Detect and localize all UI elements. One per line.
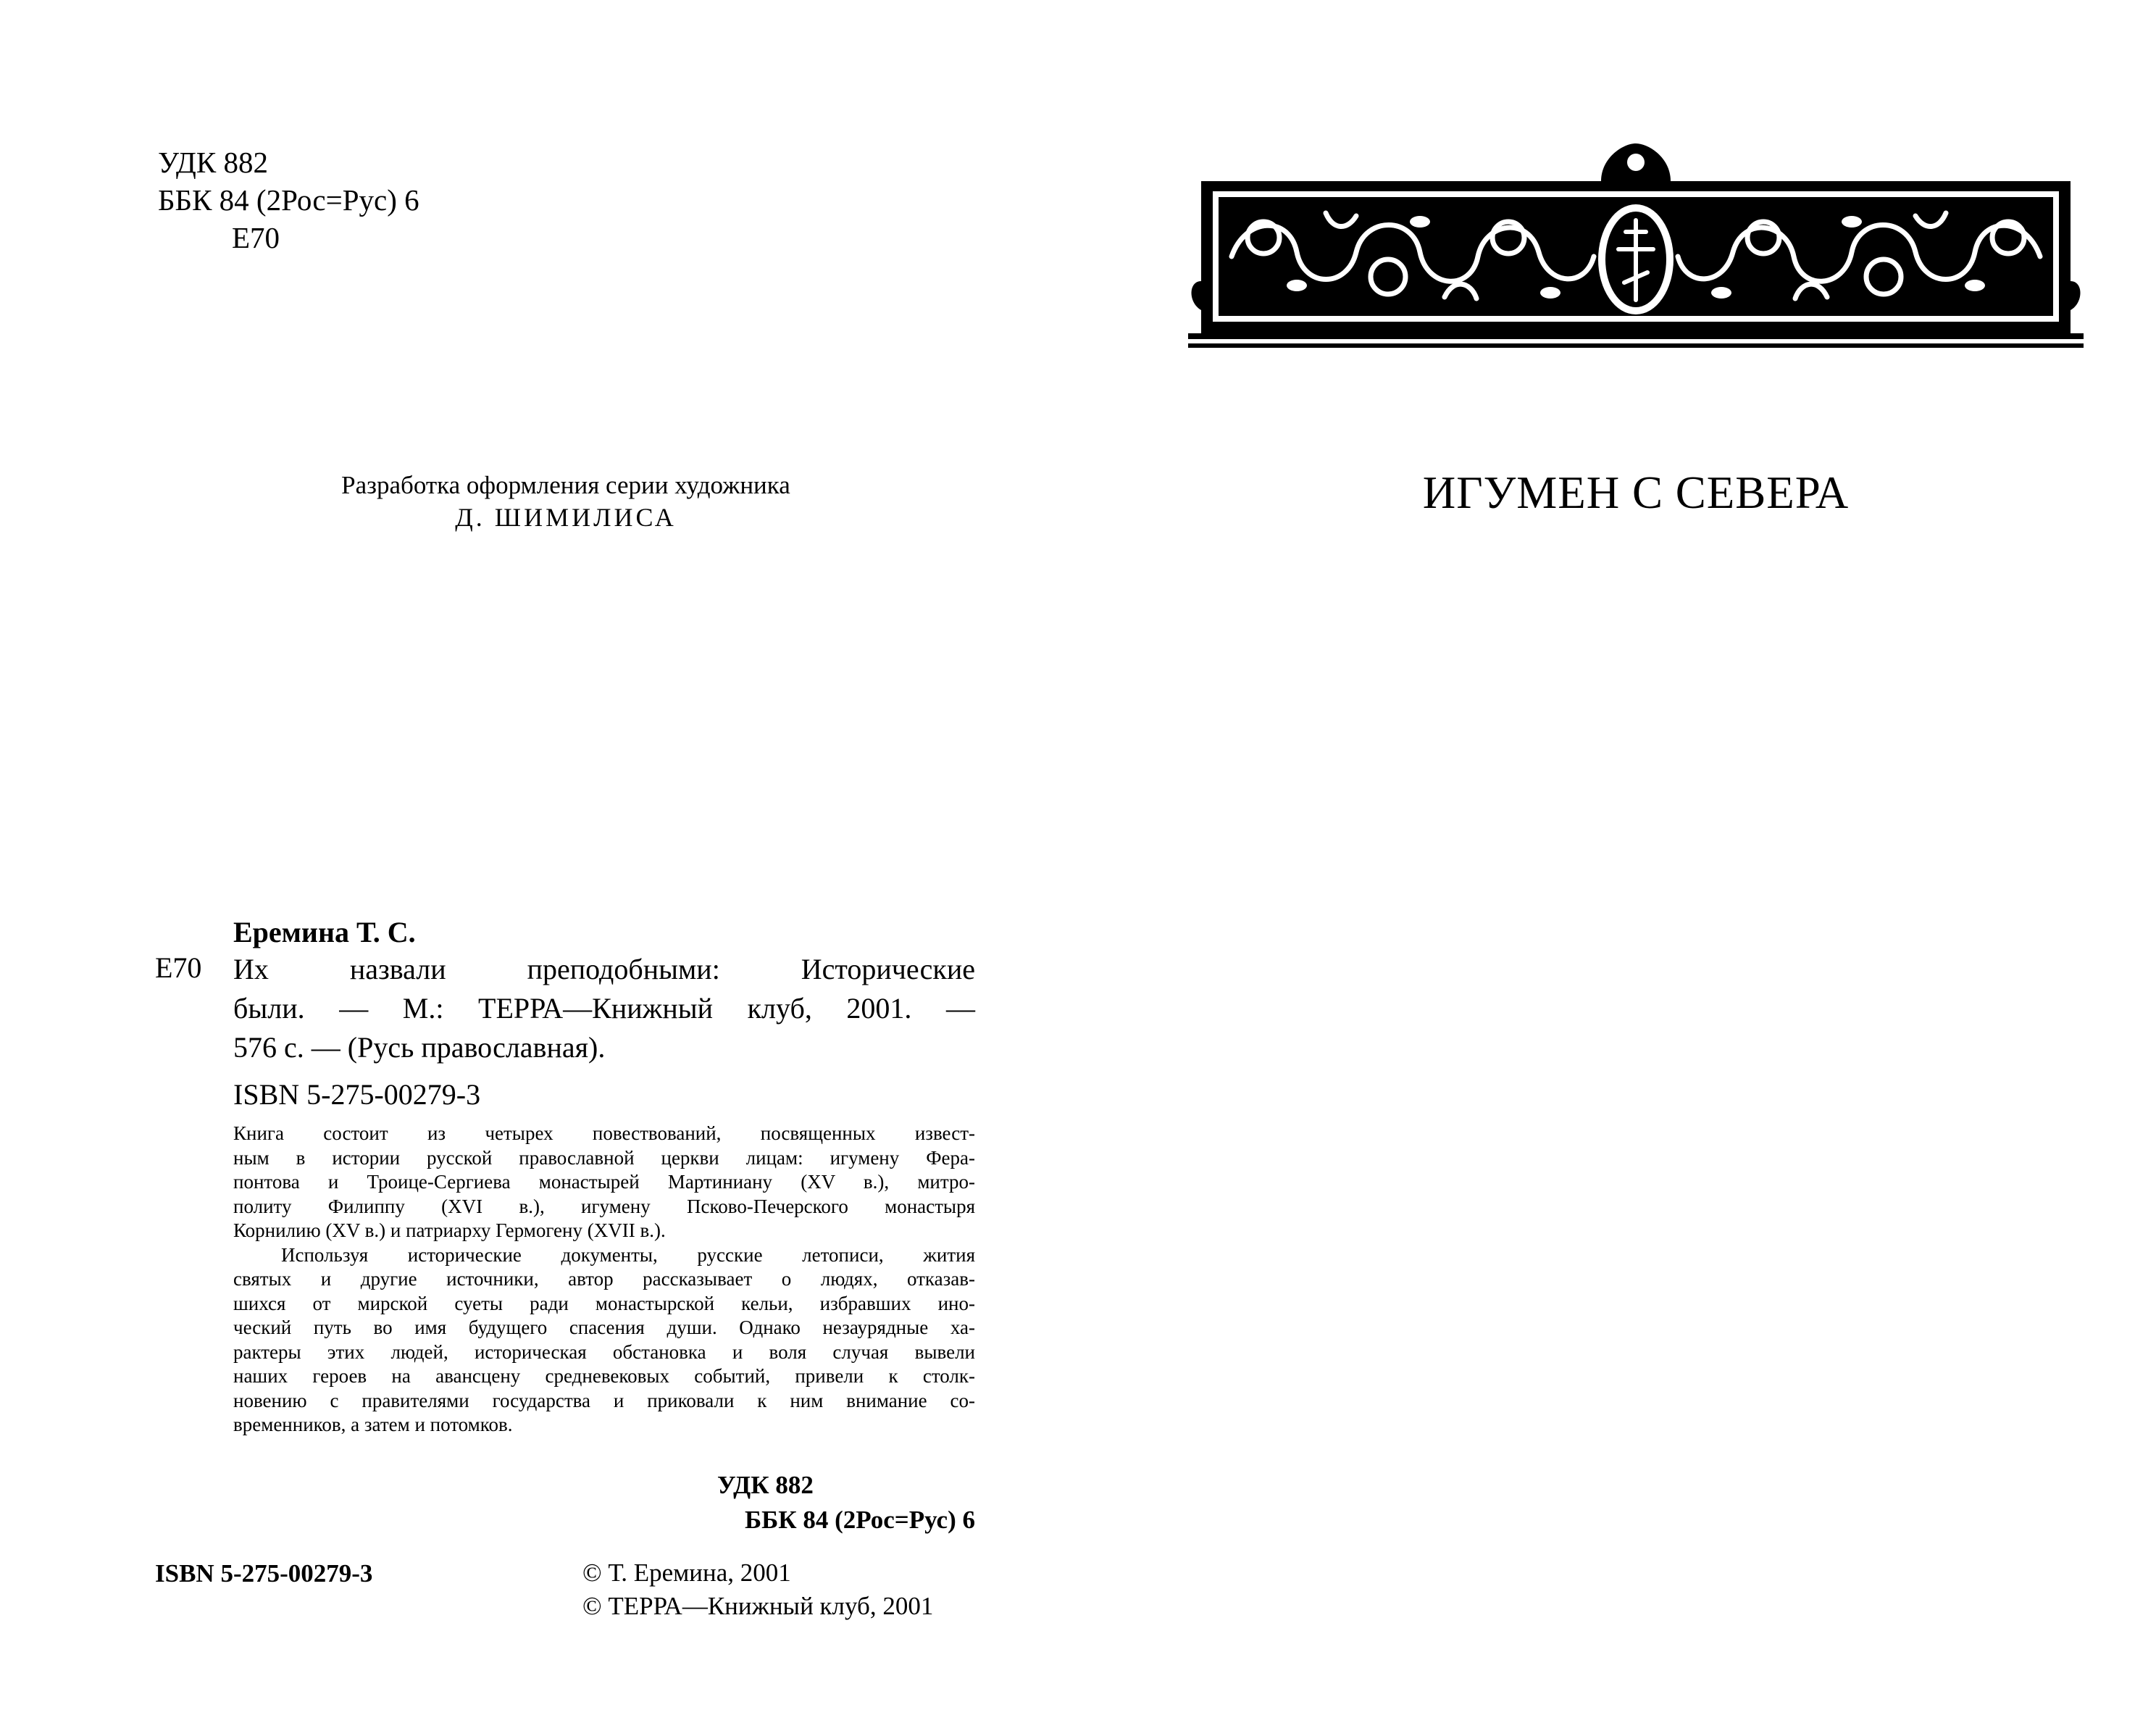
annotation-line: понтова и Троице-Сергиева монастырей Мартиниану (XV в.), митро- [233,1171,975,1193]
designer-credit [284,470,848,533]
bib-description [233,950,975,1067]
annotation-line: шихся от мирской суеты ради монастырской кельи, избравших ино- [233,1292,975,1314]
annotation-line: новению с правителями государства и приковали к ним внимание со- [233,1389,975,1411]
annotation-line: ческий путь во имя будущего спасения души. Однако незаурядные ха- [233,1317,975,1338]
annotation-line: временников, а затем и потомков. [233,1414,513,1435]
annotation-line: Используя исторические документы, русские летописи, жития [281,1243,975,1266]
annotation-line: наших героев на авансцену средневековых событий, привели к столк- [233,1365,975,1387]
credit-artist-name: Д. ШИМИЛИСА [455,503,677,532]
copyright-publisher: © ТЕРРА—Книжный клуб, 2001 [582,1592,934,1620]
copyright-block [582,1556,933,1623]
annotation-line: рактеры этих людей, историческая обстановка и воля случая вывели [233,1340,975,1363]
author-mark: Е70 [232,221,280,254]
annotation-line: ным в истории русской православной церкви лицам: игумену Фера- [233,1146,975,1169]
bottom-udk-code: УДК 882 [717,1471,814,1499]
book-title: ИГУМЕН С СЕВЕРА [1422,467,1850,518]
classification-block [158,143,419,256]
copyright-author: © Т. Еремина, 2001 [582,1559,791,1587]
credit-line: Разработка оформления серии художника [341,471,790,499]
isbn-bottom: ISBN 5-275-00279-3 [155,1559,373,1588]
bottom-classification [717,1468,975,1538]
bbk-code: ББК 84 (2Рос=Рус) 6 [158,183,419,217]
bib-author: Еремина Т. С. [233,916,416,948]
bib-author-mark: Е70 [155,951,202,984]
bottom-bbk-code: ББК 84 (2Рос=Рус) 6 [744,1506,975,1534]
bib-description-line: были. — М.: ТЕРРА—Книжный клуб, 2001. — [233,992,975,1025]
bib-description-line: 576 с. — (Русь православная). [233,1031,606,1064]
ornamental-headpiece-icon [1188,143,2084,354]
annotation-line: святых и другие источники, автор рассказывает о людях, отказав- [233,1268,975,1290]
annotation [233,1122,975,1438]
annotation-line: политу Филиппу (XVI в.), игумену Псково-Печерского монастыря [233,1195,975,1217]
annotation-line: Корнилию (XV в.) и патриарху Гермогену (XVII в.). [233,1219,666,1241]
bib-description-line: Их назвали преподобными: Исторические [233,953,975,985]
bib-isbn: ISBN 5-275-00279-3 [233,1078,481,1111]
annotation-line: Книга состоит из четырех повествований, посвященных извест- [233,1122,975,1144]
udk-code: УДК 882 [158,146,268,179]
